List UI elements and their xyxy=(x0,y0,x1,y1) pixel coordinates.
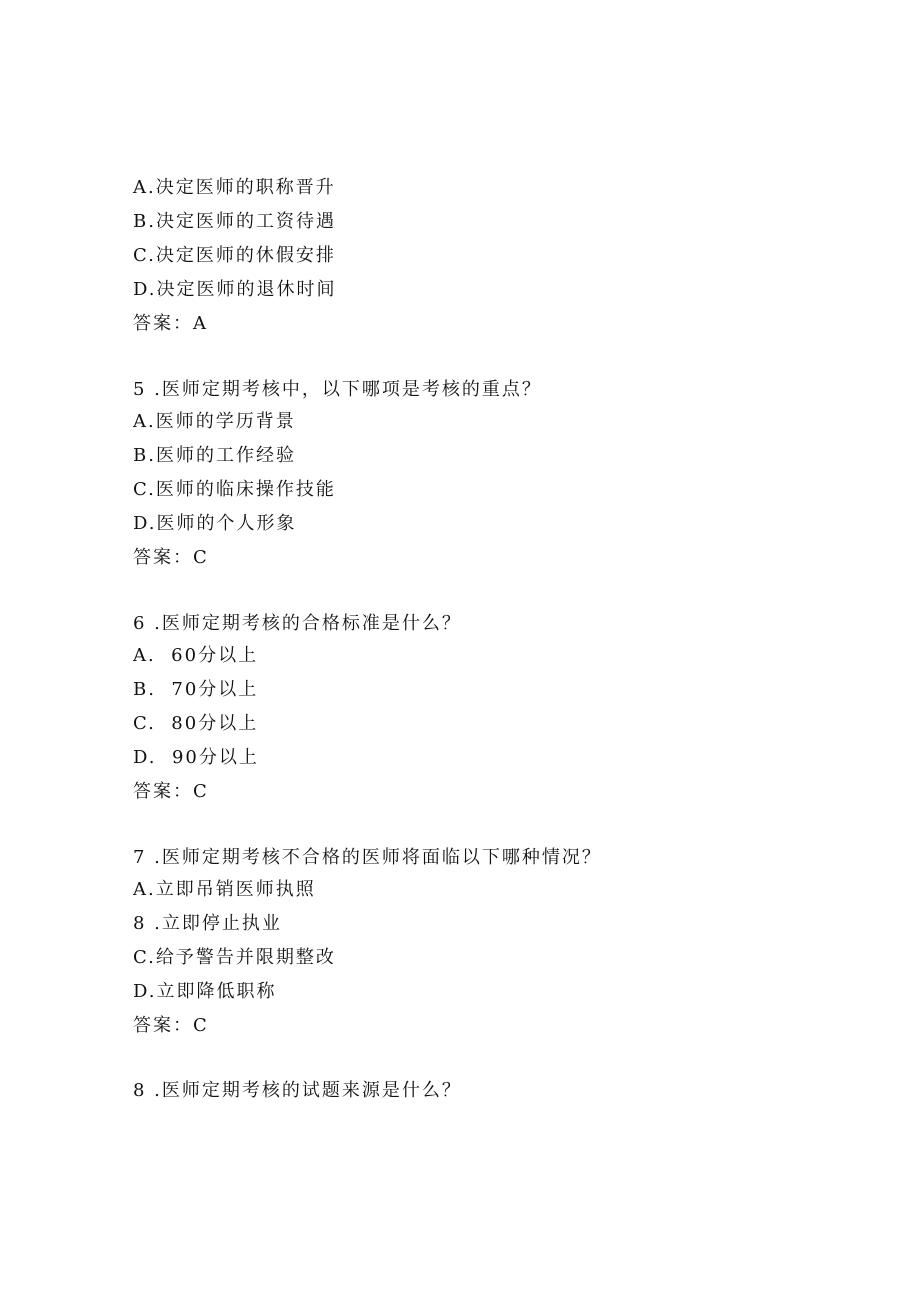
q4-option-d: D.决定医师的退休时间 xyxy=(133,279,337,300)
q7-answer: 答案：C xyxy=(133,1015,209,1036)
q6-question: 6 .医师定期考核的合格标准是什么？ xyxy=(133,613,462,634)
q6-option-d: D. 90分以上 xyxy=(133,747,259,768)
q6-option-c: C. 80分以上 xyxy=(133,713,259,734)
q7-option-d: D.立即降低职称 xyxy=(133,981,277,1002)
q5-option-a: A.医师的学历背景 xyxy=(133,411,296,432)
q7-option-a: A.立即吊销医师执照 xyxy=(133,879,316,900)
q4-option-b: B.决定医师的工资待遇 xyxy=(133,211,336,232)
q7-option-b: 8 .立即停止执业 xyxy=(133,913,282,934)
q5-answer: 答案：C xyxy=(133,547,209,568)
q5-option-b: B.医师的工作经验 xyxy=(133,445,296,466)
q4-option-c: C.决定医师的休假安排 xyxy=(133,245,336,266)
q4-option-a: A.决定医师的职称晋升 xyxy=(133,177,336,198)
q8-question: 8 .医师定期考核的试题来源是什么？ xyxy=(133,1080,462,1101)
q5-question: 5 .医师定期考核中，以下哪项是考核的重点？ xyxy=(133,379,542,400)
q5-option-d: D.医师的个人形象 xyxy=(133,513,297,534)
q6-option-b: B. 70分以上 xyxy=(133,679,259,700)
q6-answer: 答案：C xyxy=(133,781,209,802)
q6-option-a: A. 60分以上 xyxy=(133,645,259,666)
q4-answer: 答案：A xyxy=(133,313,208,334)
q7-question: 7 .医师定期考核不合格的医师将面临以下哪种情况？ xyxy=(133,847,602,868)
q5-option-c: C.医师的临床操作技能 xyxy=(133,479,336,500)
q7-option-c: C.给予警告并限期整改 xyxy=(133,947,336,968)
